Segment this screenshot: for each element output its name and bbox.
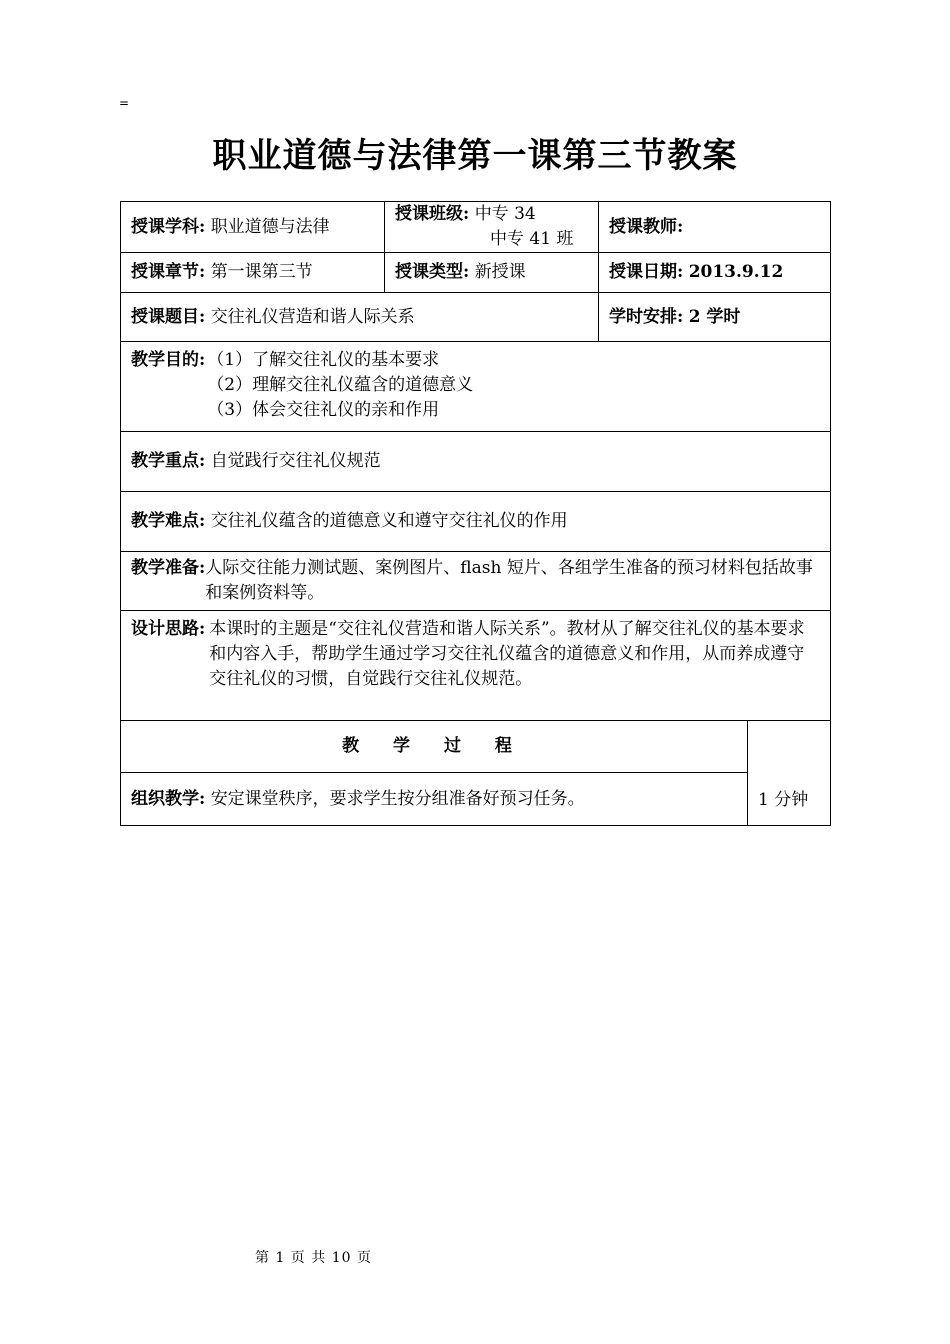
organization-value: 安定课堂秩序，要求学生按分组准备好预习任务。 <box>210 788 585 809</box>
preparation-value: 人际交往能力测试题、案例图片、flash 短片、各组学生准备的预习材料包括故事和案例资料等。 <box>205 558 813 603</box>
cell-process-heading <box>121 721 748 773</box>
cell-topic <box>121 293 599 342</box>
cell-teacher <box>599 202 831 253</box>
date-label: 授课日期: <box>609 262 684 282</box>
difficulty-label: 教学难点: <box>131 511 206 531</box>
chapter-label: 授课章节: <box>131 262 206 282</box>
lesson-plan-table <box>120 201 831 826</box>
date-value: 2013.9.12 <box>688 262 784 282</box>
row-design <box>121 611 831 721</box>
type-value: 新授课 <box>474 262 526 282</box>
type-label: 授课类型: <box>395 262 470 282</box>
cell-design <box>121 611 831 721</box>
row-chapter <box>121 253 831 293</box>
hours-value: 2 学时 <box>688 306 741 327</box>
cell-class <box>385 202 599 253</box>
row-preparation <box>121 552 831 611</box>
topic-value: 交往礼仪营造和谐人际关系 <box>210 306 415 327</box>
cell-preparation <box>121 552 831 611</box>
class-label: 授课班级: <box>395 204 470 224</box>
chapter-value: 第一课第三节 <box>210 262 313 282</box>
cell-hours <box>599 293 831 342</box>
design-label: 设计思路: <box>131 619 206 639</box>
process-heading: 教 学 过 程 <box>342 736 526 756</box>
organization-label: 组织教学: <box>131 788 206 809</box>
cell-focus <box>121 432 831 492</box>
row-difficulty <box>121 492 831 552</box>
class-value-1: 中专 34 <box>474 204 536 224</box>
row-topic <box>121 293 831 342</box>
class-value-2: 中专 41 班 <box>490 229 574 249</box>
preparation-label: 教学准备: <box>131 558 206 578</box>
row-focus <box>121 432 831 492</box>
objective-item-3: （3）体会交往礼仪的亲和作用 <box>207 400 440 420</box>
focus-label: 教学重点: <box>131 451 206 471</box>
cell-objectives <box>121 342 831 432</box>
row-process-heading <box>121 721 831 773</box>
subject-label: 授课学科: <box>131 216 206 237</box>
row-objectives <box>121 342 831 432</box>
cell-type <box>385 253 599 293</box>
cell-organization <box>121 773 748 826</box>
cell-chapter <box>121 253 385 293</box>
page-footer: 第 1 页 共 10 页 <box>255 1250 372 1266</box>
process-time: 1 分钟 <box>758 790 809 810</box>
hours-label: 学时安排: <box>609 306 684 327</box>
objective-item-1: （1）了解交往礼仪的基本要求 <box>207 350 440 370</box>
cell-date <box>599 253 831 293</box>
design-value: 本课时的主题是“交往礼仪营造和谐人际关系”。教材从了解交往礼仪的基本要求和内容入手，帮助学生通过学习交往礼仪蕴含的道德意义和作用，从而养成遵守交往礼仪的习惯，自觉践行交往礼仪规范。 <box>209 619 805 689</box>
row-organization <box>121 773 831 826</box>
subject-value: 职业道德与法律 <box>210 216 330 237</box>
cell-process-time <box>748 721 831 826</box>
cell-difficulty <box>121 492 831 552</box>
focus-value: 自觉践行交往礼仪规范 <box>210 451 381 471</box>
topic-label: 授课题目: <box>131 306 206 327</box>
objectives-label: 教学目的: <box>131 350 206 370</box>
row-subject <box>121 202 831 253</box>
teacher-label: 授课教师: <box>609 216 684 237</box>
cell-subject <box>121 202 385 253</box>
top-mark: = <box>119 96 130 110</box>
difficulty-value: 交往礼仪蕴含的道德意义和遵守交往礼仪的作用 <box>210 511 568 531</box>
objective-item-2: （2）理解交往礼仪蕴含的道德意义 <box>207 375 474 395</box>
page-title: 职业道德与法律第一课第三节教案 <box>212 136 738 176</box>
